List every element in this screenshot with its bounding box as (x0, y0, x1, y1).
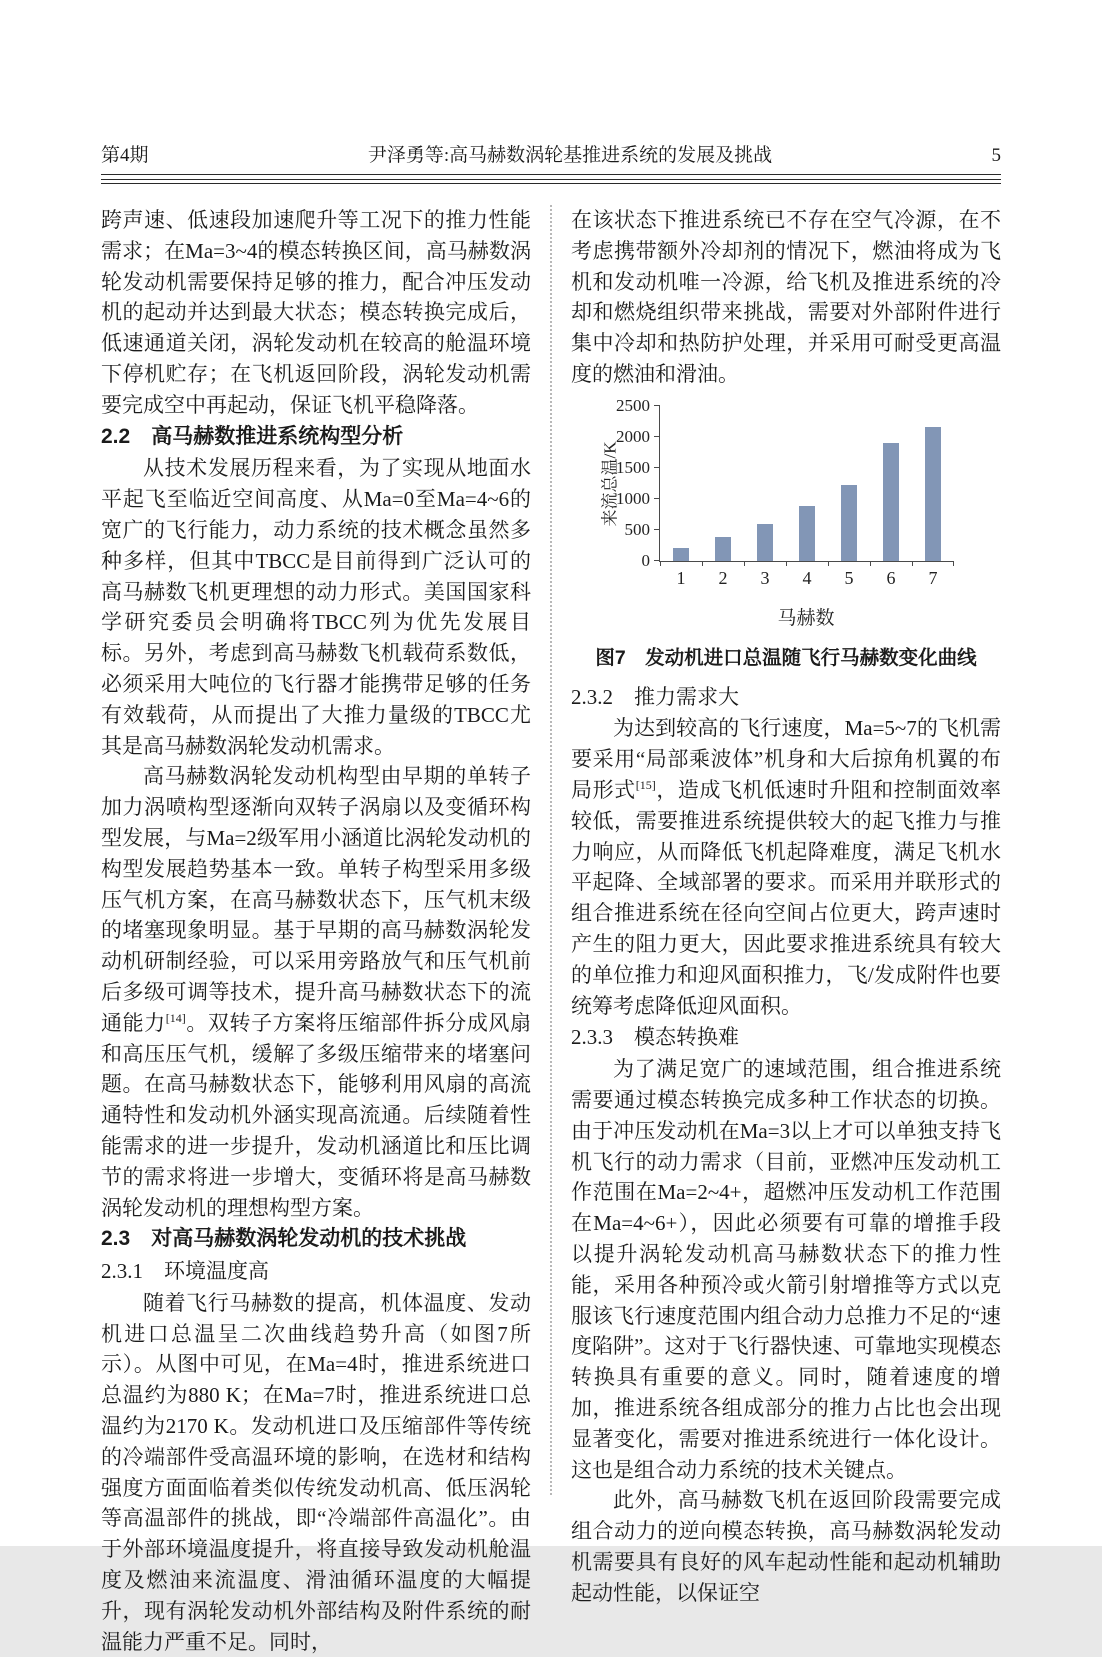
right-column (571, 205, 1002, 1605)
figure-caption: 图7 发动机进口总温随飞行马赫数变化曲线 (595, 646, 977, 669)
paragraph-text: 为达到较高的飞行速度，Ma=5~7的飞机需要采用“局部乘波体”机身和大后掠角机翼的布局形式 (571, 716, 1001, 802)
bar-chart (591, 396, 981, 633)
bar-ma-3 (757, 524, 773, 561)
paragraph: 此外，高马赫数飞机在返回阶段需要完成组合动力的逆向模态转换，高马赫数涡轮发动机需要具有良好的风车起动性能和起动机辅助起动性能，以保证空 (571, 1488, 1001, 1605)
x-axis-tick (744, 561, 745, 566)
y-axis-tick (654, 405, 660, 406)
paragraph-text: 高马赫数涡轮发动机构型由早期的单转子加力涡喷构型逐渐向双转子涡扇以及变循环构型发展，与Ma=2级军用小涵道比涡轮发动机的构型发展趋势基本一致。单转子构型采用多级压气机方案，在高马赫数状态下，压气机末级的堵塞现象明显。基于早期的高马赫数涡轮发动机研制经验，可以采用旁路放气和压气机前后多级可调等技术，提升高马赫数状态下的流通能力 (101, 764, 531, 1035)
paragraph-continuation: 在该状态下推进系统已不存在空气冷源，在不考虑携带额外冷却剂的情况下，燃油将成为飞机和发动机唯一冷源，给飞机及推进系统的冷却和燃烧组织带来挑战，需要对外部附件进行集中冷却和热防护处理，并采用可耐受更高温度的燃油和滑油。 (571, 208, 1001, 386)
x-axis-tick (786, 561, 787, 566)
y-tick-label: 1500 (616, 457, 650, 477)
section-heading-2-2: 2.2 高马赫数推进系统构型分析 (101, 424, 404, 448)
x-tick-label: 1 (676, 567, 686, 588)
y-tick-label: 2000 (616, 426, 650, 446)
x-axis-tick (953, 561, 954, 566)
bar-ma-5 (841, 485, 857, 561)
section-heading-2-3-3: 2.3.3 模态转换难 (571, 1025, 739, 1050)
x-axis-tick (660, 561, 661, 566)
x-tick-label: 7 (928, 567, 938, 588)
x-tick-label: 4 (802, 567, 812, 588)
article-body (101, 205, 1002, 1654)
x-axis-tick (702, 561, 703, 566)
y-tick-label: 2500 (616, 395, 650, 415)
x-axis-tick (912, 561, 913, 566)
chart-plot (616, 395, 954, 588)
bar-ma-7 (925, 427, 941, 561)
y-axis-tick (654, 498, 660, 499)
header-issue: 第4期 (101, 145, 149, 166)
paragraph-text: 。双转子方案将压缩部件拆分成风扇和高压压气机，缓解了多级压缩带来的堵塞问题。在高马赫数状态下，能够利用风扇的高流通特性和发动机外涵实现高流通。后续随着性能需求的进一步提升，发动机涵道比和压比调节的需求将进一步增大，变循环将是高马赫数涡轮发动机的理想构型方案。 (101, 1010, 532, 1220)
y-axis-tick (654, 436, 660, 437)
x-axis-label: 马赫数 (777, 607, 835, 629)
section-heading-2-3-1: 2.3.1 环境温度高 (101, 1259, 269, 1284)
bar-ma-2 (715, 537, 731, 561)
bar-ma-4 (799, 506, 815, 561)
reference-marker-15: [15] (635, 777, 656, 792)
y-axis-tick (654, 529, 660, 530)
paragraph: 从技术发展历程来看，为了实现从地面水平起飞至临近空间高度、从Ma=0至Ma=4~6的宽广的飞行能力，动力系统的技术概念虽然多种多样，但其中TBCC是目前得到广泛认可的高马赫数飞机更理想的动力形式。美国国家科学研究委员会明确将TBCC列为优先发展目标。另外，考虑到高马赫数飞机载荷系数低，必须采用大吨位的飞行器才能携带足够的任务有效载荷，从而提出了大推力量级的TBCC尤其是高马赫数涡轮发动机需求。 (101, 456, 531, 758)
paragraph-text: ，造成飞机低速时升阻和控制面效率较低，需要推进系统提供较大的起飞推力与推力响应，从而降低飞机起降难度，满足飞机水平起降、全域部署的要求。而采用并联形式的组合推进系统在径向空间占位更大，跨声速时产生的阻力更大，因此要求推进系统具有较大的单位推力和迎风面积推力，飞/发成附件也要统筹考虑降低迎风面积。 (571, 777, 1002, 1018)
section-heading-2-3: 2.3 对高马赫数涡轮发动机的技术挑战 (101, 1227, 467, 1251)
x-tick-label: 2 (718, 567, 728, 588)
paragraph: 随着飞行马赫数的提高，机体温度、发动机进口总温呈二次曲线趋势升高（如图7所示）。从图中可见，在Ma=4时，推进系统进口总温约为880 K；在Ma=7时，推进系统进口总温约为2170 K。发动机进口及压缩部件等传统的冷端部件受高温环境的影响，在选材和结构强度方面面临着类似传统发动机高、低压涡轮等高温部件的挑战，即“冷端部件高温化”。由于外部环境温度提升，将直接导致发动机舱温度及燃油来流温度、滑油循环温度的大幅提升，现有涡轮发动机外部结构及附件系统的耐温能力严重不足。同时， (101, 1290, 531, 1654)
y-axis-tick (654, 467, 660, 468)
page-header (101, 140, 1001, 175)
section-heading-2-3-2: 2.3.2 推力需求大 (571, 684, 739, 709)
x-tick-label: 6 (886, 567, 896, 588)
header-page-number: 5 (991, 145, 1001, 166)
paragraph: 为了满足宽广的速域范围，组合推进系统需要通过模态转换完成多种工作状态的切换。由于冲压发动机在Ma=3以上才可以单独支持飞机飞行的动力需求（目前，亚燃冲压发动机工作范围在Ma=2~4+，超燃冲压发动机工作范围在Ma=4~6+），因此必须要有可靠的增推手段以提升涡轮发动机高马赫数状态下的推力性能，采用各种预冷或火箭引射增推等方式以克服该飞行速度范围内组合动力总推力不足的“速度陷阱”。这对于飞行器快速、可靠地实现模态转换具有重要的意义。同时，随着速度的增加，推进系统各组成部分的推力占比也会出现显著变化，需要对推进系统进行一体化设计。这也是组合动力系统的技术关键点。 (571, 1057, 1001, 1482)
x-tick-label: 5 (844, 567, 854, 588)
paragraph-continuation: 跨声速、低速段加速爬升等工况下的推力性能需求；在Ma=3~4的模态转换区间，高马赫数涡轮发动机需要保持足够的推力，配合冲压发动机的起动并达到最大状态；模态转换完成后，低速通道关闭，涡轮发动机在较高的舱温环境下停机贮存；在飞机返回阶段，涡轮发动机需要完成空中再起动，保证飞机平稳降落。 (101, 208, 531, 417)
y-tick-label: 1000 (616, 488, 650, 508)
paragraph (101, 761, 531, 1223)
bar-ma-6 (883, 443, 899, 561)
y-tick-label: 500 (624, 519, 650, 539)
x-tick-label: 3 (760, 567, 770, 588)
x-axis-tick (828, 561, 829, 566)
x-axis-tick (870, 561, 871, 566)
reference-marker-14: [14] (165, 1010, 186, 1025)
header-running-title: 尹泽勇等:高马赫数涡轮基推进系统的发展及挑战 (367, 145, 773, 166)
bar-ma-1 (673, 548, 689, 561)
left-column (101, 205, 532, 1654)
header-rule (101, 179, 1001, 184)
y-tick-label: 0 (641, 550, 650, 570)
y-axis-label: 来流总温/K (600, 441, 620, 527)
column-divider (550, 205, 552, 1495)
paragraph (571, 713, 1001, 1021)
figure-7 (571, 396, 1001, 674)
